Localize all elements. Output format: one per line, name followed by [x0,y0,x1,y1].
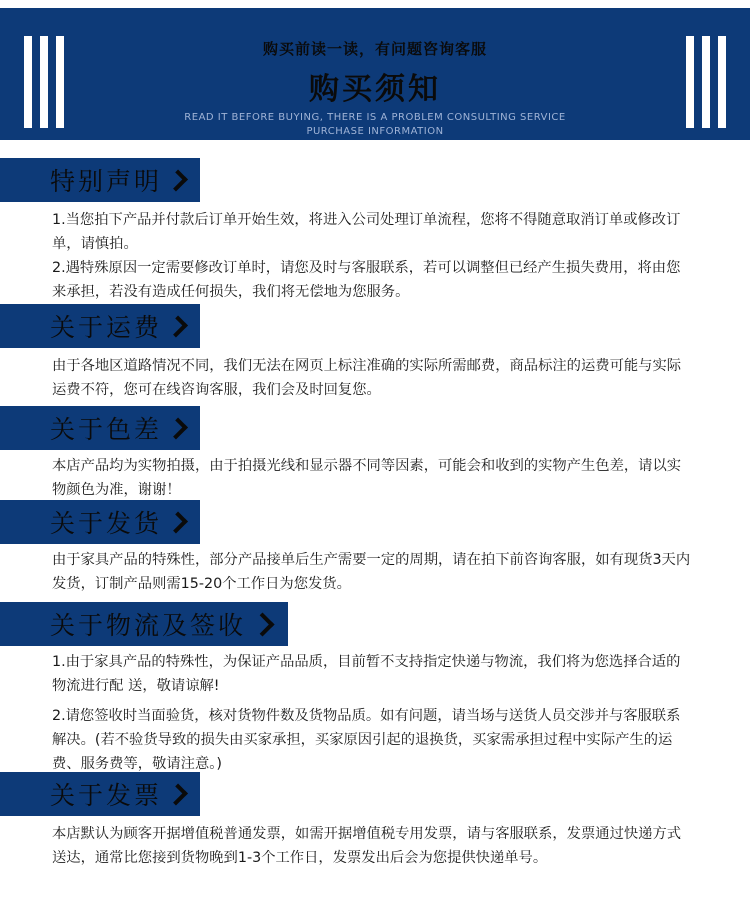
section-paragraph: 1.当您拍下产品并付款后订单开始生效，将进入公司处理订单流程，您将不得随意取消订单或修改订单，请慎拍。 [52,212,681,252]
section-paragraph: 1.由于家具产品的特殊性，为保证产品品质，目前暂不支持指定快递与物流，我们将为您选择合适的物流进行配 送，敬请谅解! [52,654,681,694]
chevron-right-icon [250,612,274,636]
section-paragraph: 由于各地区道路情况不同，我们无法在网页上标注准确的实际所需邮费，商品标注的运费可能与实际运费不符，您可在线咨询客服，我们会及时回复您。 [52,358,682,398]
section-heading-label: 关于发货 [50,509,163,538]
chevron-right-icon [166,315,188,337]
page-header [0,0,750,142]
section-heading-label: 特别声明 [50,167,163,196]
header-english-line-1: READ IT BEFORE BUYING, THERE IS A PROBLEM CONSULTING SERVICE [184,112,566,123]
section-heading-invoice [0,772,200,816]
section-paragraph: 本店默认为顾客开据增值税普通发票，如需开据增值税专用发票，请与客服联系，发票通过快递方式送达，通常比您接到货物晚到1-3个工作日，发票发出后会为您提供快递单号。 [52,826,682,866]
section-paragraph: 由于家具产品的特殊性，部分产品接单后生产需要一定的周期，请在拍下前咨询客服，如有现货3天内发货，订制产品则需15-20个工作日为您发货。 [52,552,691,592]
page-title: 购买须知 [309,72,441,107]
section-paragraph: 本店产品均为实物拍摄，由于拍摄光线和显示器不同等因素，可能会和收到的实物产生色差，请以实物颜色为准，谢谢！ [52,458,682,498]
chevron-right-icon [166,417,188,439]
chevron-right-icon [166,511,188,533]
section-heading-label: 关于色差 [50,415,163,444]
section-paragraph: 2.遇特殊原因一定需要修改订单时，请您及时与客服联系，若可以调整但已经产生损失费用，将由您来承担，若没有造成任何损失，我们将无偿地为您服务。 [52,260,681,300]
section-heading-shipping-fee [0,304,200,348]
section-heading-special-statement [0,158,200,202]
section-heading-label: 关于运费 [50,313,163,342]
section-paragraph: 2.请您签收时当面验货，核对货物件数及货物品质。如有问题，请当场与送货人员交涉并与客服联系解决。(若不验货导致的损失由买家承担，买家原因引起的退换货，买家需承担过程中实际产生的运费、服务费等，敬请注意。) [52,708,681,772]
section-heading-label: 关于物流及签收 [50,611,247,640]
header-subtitle: 购买前读一读，有问题咨询客服 [262,40,487,58]
section-heading-logistics-receipt [0,602,288,646]
header-english-line-2: PURCHASE INFORMATION [306,126,444,137]
chevron-right-icon [166,169,188,191]
header-banner [0,8,750,140]
section-heading-label: 关于发票 [50,781,163,810]
chevron-right-icon [166,783,188,805]
section-heading-delivery [0,500,200,544]
section-heading-color-difference [0,406,200,450]
